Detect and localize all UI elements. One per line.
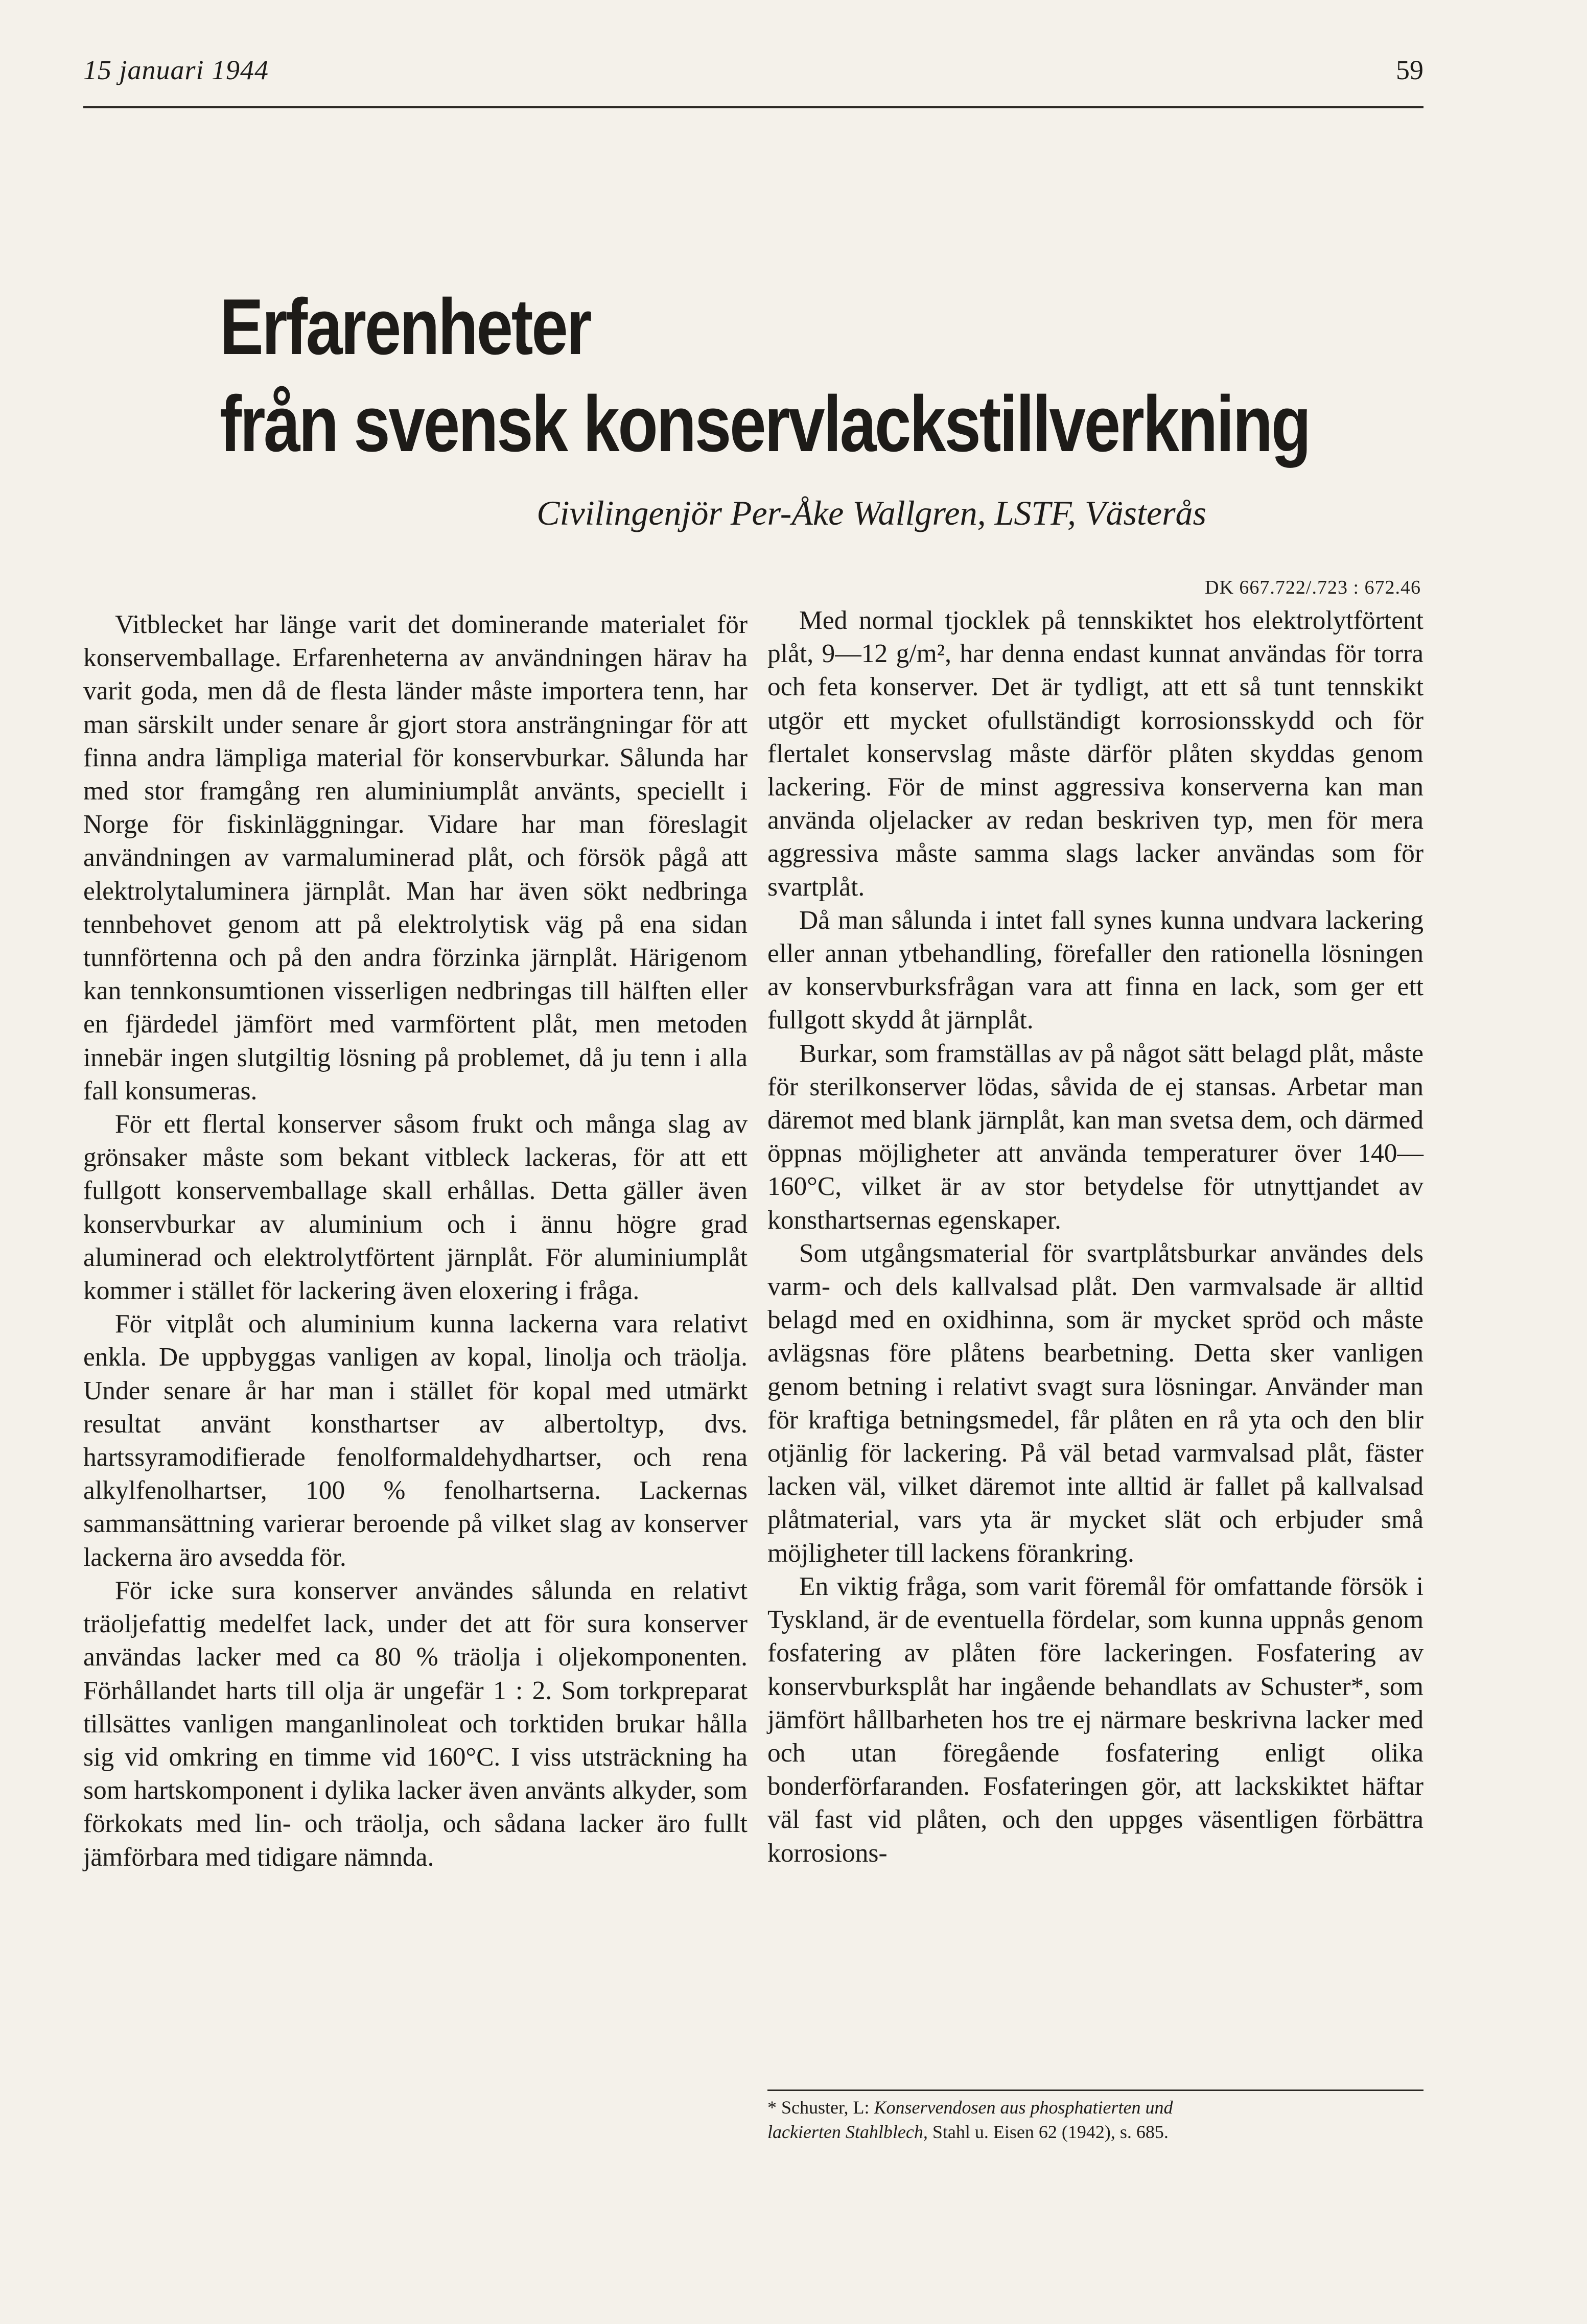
- page-number: 59: [1396, 55, 1423, 85]
- paragraph: För icke sura konserver användes sålunda en relativt träoljefattig medelfet lack, under det att för sura konserver användas lacker med ca 80 % träolja i oljekomponenten. Förhållandet harts till olja är ungefär 1 : 2. Som torkpreparat tillsättes vanligen manganlinoleat och torktiden brukar hålla sig vid omkring en timme vid 160°C. I viss utsträckning ha som hartskomponent i dylika lacker även använts alkyder, som förkokats med lin- och träolja, och sådana lacker äro fullt jämförbara med tidigare nämnda.: [83, 1576, 748, 1872]
- footnote: [767, 2090, 1423, 2144]
- paragraph: En viktig fråga, som varit föremål för omfattande försök i Tyskland, är de eventuella fördelar, som kunna uppnås genom fosfatering av plåten före lackeringen. Fosfatering av konservburksplåt har ingående behandlats av Schuster*, som jämfört hållbarheten hos tre ej närmare beskrivna lacker med och utan föregående fosfatering enligt olika bonderförfaranden. Fosfateringen gör, att lackskiktet häftar väl fast vid plåten, och den uppges väsentligen förbättra korrosions-: [767, 1571, 1423, 1868]
- title-line-1: Erfarenheter: [220, 283, 591, 371]
- footnote-title-part1: Konservendosen aus phosphatierten und: [874, 2097, 1173, 2118]
- footnote-title-part2: lackierten Stahlblech,: [767, 2122, 928, 2142]
- author-byline: Civilingenjör Per-Åke Wallgren, LSTF, Västerås: [536, 494, 1206, 532]
- title-line-2: från svensk konservlackstillverkning: [220, 380, 1310, 468]
- footnote-line-2: [767, 2120, 1423, 2144]
- left-column: [83, 608, 748, 1874]
- paragraph: Vitblecket har länge varit det dominerande materialet för konservemballage. Erfarenheterna av användningen härav ha varit goda, men då de flesta länder måste importera tenn, har man särskilt under senare år gjort stora ansträngningar för att finna andra lämpliga material för konservburkar. Sålunda har med stor framgång ren aluminiumplåt använts, speciellt i Norge för fiskinläggningar. Vidare har man föreslagit användningen av varmaluminerad plåt, och försök pågå att elektrolytaluminera järnplåt. Man har även sökt nedbringa tennbehovet genom att på elektrolytisk väg på ena sidan tunnförtenna och på den andra förzinka järnplåt. Härigenom kan tennkonsumtionen visserligen nedbringas till hälften eller en fjärdedel jämfört med varmförtent plåt, men metoden innebär ingen slutgiltig lösning på problemet, då ju tenn i alla fall konsumeras.: [83, 610, 748, 1106]
- paragraph: Med normal tjocklek på tennskiktet hos elektrolytförtent plåt, 9—12 g/m², har denna endast kunnat användas för torra och feta konserver. Det är tydligt, att ett så tunt tennskikt utgör ett mycket ofullständigt korrosionsskydd och för flertalet konservslag måste därför plåten skyddas genom lackering. För de minst aggressiva konserverna kan man använda oljelacker av redan beskriven typ, men för mera aggressiva måste samma slags lacker användas som för svartplåt.: [767, 606, 1423, 902]
- issue-date: 15 januari 1944: [83, 55, 269, 85]
- footnote-source: Stahl u. Eisen 62 (1942), s. 685.: [932, 2122, 1169, 2142]
- paragraph: För ett flertal konserver såsom frukt och många slag av grönsaker måste som bekant vitbleck lackeras, för att ett fullgott konservemballage skall erhållas. Detta gäller även konservburkar av aluminium och i ännu högre grad aluminerad och elektrolytförtent järnplåt. För aluminiumplåt kommer i stället för lackering även eloxering i fråga.: [83, 1110, 748, 1306]
- footnote-marker: *: [767, 2097, 777, 2118]
- paragraph: För vitplåt och aluminium kunna lackerna vara relativt enkla. De uppbyggas vanligen av kopal, linolja och träolja. Under senare år har man i stället för kopal med utmärkt resultat använt konsthartser av albertoltyp, dvs. hartssyramodifierade fenolformaldehydhartser, och rena alkylfenolhartser, 100 % fenolhartserna. Lackernas sammansättning varierar beroende på vilket slag av konserver lackerna äro avsedda för.: [83, 1309, 748, 1572]
- footnote-line-1: [767, 2095, 1423, 2120]
- right-column: [767, 604, 1423, 1870]
- article-title: [220, 278, 1395, 473]
- dk-classification: DK 667.722/.723 : 672.46: [1205, 577, 1421, 598]
- paragraph: Som utgångsmaterial för svartplåtsburkar användes dels varm- och dels kallvalsad plåt. Den varmvalsade är alltid belagd med en oxidhinna, som är mycket spröd och måste avlägsnas före plåtens bearbetning. Detta sker vanligen genom betning i relativt svagt sura lösningar. Använder man för kraftiga betningsmedel, får plåten en rå yta och den blir otjänlig för lackering. På väl betad varmvalsad plåt, fäster lacken väl, vilket däremot inte alltid är fallet på kallvalsad plåtmaterial, vars yta är mycket slät och erbjuder små möjligheter till lackens förankring.: [767, 1238, 1423, 1568]
- paragraph: Då man sålunda i intet fall synes kunna undvara lackering eller annan ytbehandling, förefaller den rationella lösningen av konservburksfrågan vara att finna en lack, som ger ett fullgott skydd åt järnplåt.: [767, 905, 1423, 1035]
- running-header: [83, 51, 1423, 108]
- paragraph: Burkar, som framställas av på något sätt belagd plåt, måste för sterilkonserver lödas, såvida de ej stansas. Arbetar man däremot med blank järnplåt, kan man svetsa dem, och därmed öppnas möjligheter att använda temperaturer över 140—160°C, vilket är av stor betydelse för utnyttjandet av konsthartsernas egenskaper.: [767, 1039, 1423, 1235]
- footnote-author: Schuster, L:: [781, 2097, 870, 2118]
